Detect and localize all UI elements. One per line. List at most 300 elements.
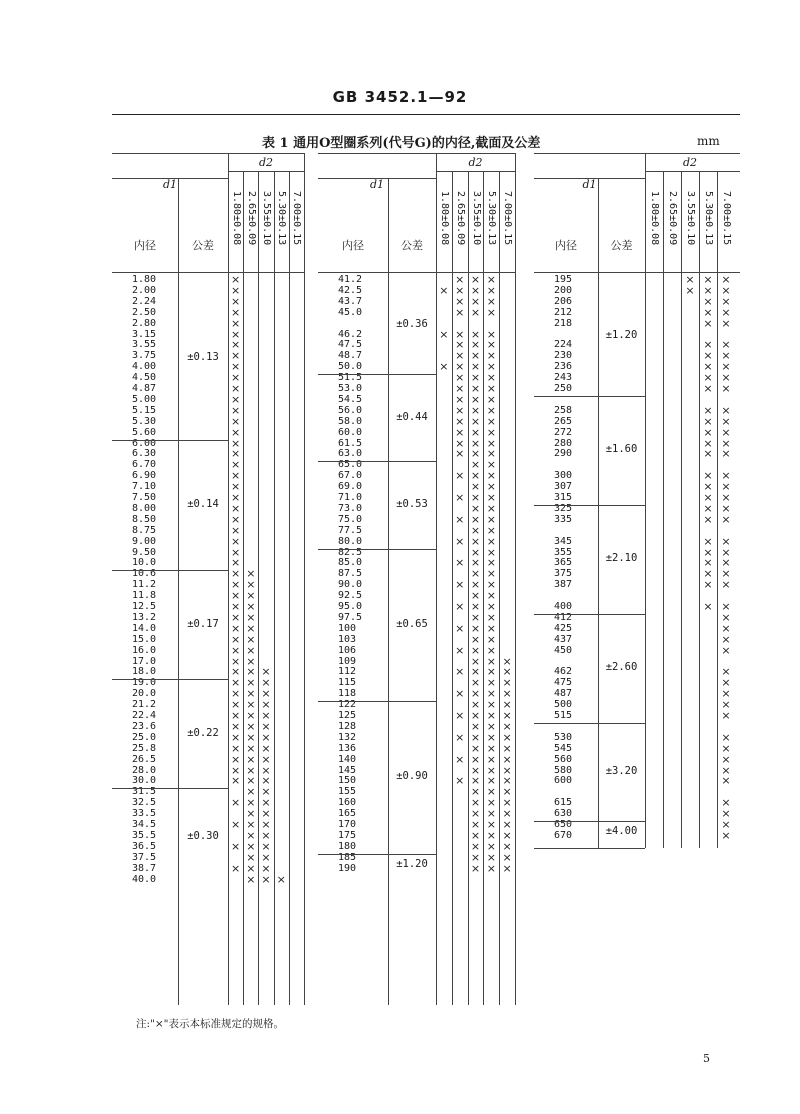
inner-diameter-value: 32.5 <box>132 797 157 809</box>
size-available-mark: × <box>246 567 256 581</box>
inner-diameter-value: 65.0 <box>338 459 363 471</box>
size-available-mark: × <box>230 534 241 548</box>
table-border-line <box>388 178 389 1005</box>
section-size-label: 1.80±0.08 <box>649 191 660 246</box>
size-available-mark: × <box>721 687 731 701</box>
size-available-mark: × <box>439 327 449 341</box>
size-available-mark: × <box>721 480 731 494</box>
tolerance-value: ±2.60 <box>605 661 638 674</box>
size-available-mark: × <box>246 807 256 821</box>
size-available-mark: × <box>261 861 271 875</box>
size-available-mark: × <box>703 578 713 592</box>
inner-diameter-value: 1.80 <box>132 274 157 285</box>
size-available-mark: × <box>486 839 496 853</box>
inner-diameter-value: 475 <box>554 677 573 689</box>
table-grid-line <box>289 171 290 1005</box>
size-available-mark: × <box>470 512 481 526</box>
inner-diameter-value: 2.50 <box>132 306 157 318</box>
size-available-mark: × <box>230 556 241 570</box>
section-header <box>684 191 696 265</box>
size-available-mark: × <box>261 741 271 755</box>
inner-diameter-value: 2.24 <box>132 295 157 307</box>
size-available-mark: × <box>703 338 713 352</box>
size-available-mark: × <box>230 480 241 494</box>
tolerance-header: 公差 <box>610 239 633 252</box>
size-available-mark: × <box>486 589 496 603</box>
inner-diameter-value: 35.5 <box>132 829 157 841</box>
inner-diameter-value: 3.55 <box>132 339 157 351</box>
table-grid-line <box>645 171 740 172</box>
inner-diameter-value: 13.2 <box>132 611 157 623</box>
section-size-label: 2.65±0.09 <box>245 191 257 246</box>
size-available-mark: × <box>502 698 512 712</box>
size-available-mark: × <box>230 425 241 439</box>
size-available-mark: × <box>502 785 512 799</box>
size-available-mark: × <box>470 338 481 352</box>
size-available-mark: × <box>470 632 481 646</box>
size-available-mark: × <box>486 719 496 733</box>
size-available-mark: × <box>455 578 465 592</box>
size-available-mark: × <box>470 643 481 657</box>
inner-diameter-value: 5.30 <box>132 415 157 427</box>
size-available-mark: × <box>470 665 481 679</box>
tolerance-value: ±0.22 <box>187 726 219 739</box>
size-available-mark: × <box>230 491 241 504</box>
size-available-mark: × <box>486 796 496 810</box>
size-available-mark: × <box>230 752 241 766</box>
group-divider <box>318 374 436 375</box>
size-available-mark: × <box>486 774 496 788</box>
size-available-mark: × <box>246 752 256 766</box>
inner-diameter-value: 106 <box>338 644 357 656</box>
inner-diameter-value: 128 <box>338 720 357 732</box>
size-available-mark: × <box>246 632 256 646</box>
size-available-mark: × <box>261 752 271 766</box>
size-available-mark: × <box>502 796 512 810</box>
inner-diameter-value: 4.87 <box>132 383 157 394</box>
inner-diameter-value: 36.5 <box>132 840 157 852</box>
inner-diameter-value: 26.5 <box>132 753 157 765</box>
group-divider <box>534 505 645 506</box>
size-available-mark: × <box>721 382 731 395</box>
size-available-mark: × <box>246 719 256 733</box>
inner-diameter-value: 9.50 <box>132 546 157 558</box>
size-available-mark: × <box>455 360 465 374</box>
inner-diameter-value: 10.0 <box>132 557 157 569</box>
size-available-mark: × <box>455 643 465 657</box>
size-available-mark: × <box>703 491 713 504</box>
size-available-mark: × <box>455 305 465 319</box>
size-available-mark: × <box>502 687 512 701</box>
size-available-mark: × <box>685 283 695 297</box>
size-available-mark: × <box>703 273 713 286</box>
inner-diameter-value: 48.7 <box>338 350 363 362</box>
size-available-mark: × <box>455 425 465 439</box>
inner-diameter-value: 545 <box>554 742 573 754</box>
inner-diameter-value: 335 <box>554 513 573 525</box>
size-available-mark: × <box>261 850 271 864</box>
size-available-mark: × <box>470 567 481 581</box>
inner-diameter-value: 412 <box>554 611 573 623</box>
section-size-label: 5.30±0.13 <box>486 191 498 246</box>
tolerance-value: ±0.90 <box>396 770 428 783</box>
size-available-mark: × <box>470 589 481 603</box>
inner-diameter-value: 175 <box>338 829 357 841</box>
size-available-mark: × <box>703 360 713 374</box>
size-available-mark: × <box>246 665 256 679</box>
inner-diameter-header: 内径 <box>555 239 577 252</box>
tolerance-value: ±3.20 <box>605 764 638 777</box>
inner-diameter-value: 206 <box>554 295 573 307</box>
size-available-mark: × <box>703 371 713 385</box>
inner-diameter-value: 300 <box>554 470 573 482</box>
inner-diameter-value: 7.10 <box>132 481 157 493</box>
size-available-mark: × <box>455 774 465 788</box>
size-available-mark: × <box>703 469 713 483</box>
size-available-mark: × <box>486 861 496 875</box>
section-header <box>230 191 242 265</box>
size-available-mark: × <box>721 796 731 810</box>
size-available-mark: × <box>230 382 241 395</box>
size-available-mark: × <box>261 818 271 831</box>
inner-diameter-value: 63.0 <box>338 448 363 460</box>
size-available-mark: × <box>486 752 496 766</box>
size-available-mark: × <box>470 578 481 592</box>
size-available-mark: × <box>455 327 465 341</box>
size-available-mark: × <box>486 632 496 646</box>
size-available-mark: × <box>470 469 481 483</box>
size-available-mark: × <box>721 818 731 831</box>
size-available-mark: × <box>261 676 271 690</box>
size-available-mark: × <box>470 523 481 537</box>
inner-diameter-value: 3.75 <box>132 350 157 362</box>
size-available-mark: × <box>230 414 241 428</box>
size-available-mark: × <box>721 741 731 755</box>
inner-diameter-value: 2.00 <box>132 284 157 296</box>
size-available-mark: × <box>486 610 496 624</box>
size-available-mark: × <box>246 698 256 712</box>
section-size-label: 1.80±0.08 <box>438 191 450 246</box>
inner-diameter-value: 69.0 <box>338 481 363 493</box>
size-available-mark: × <box>455 338 465 352</box>
inner-diameter-value: 307 <box>554 481 573 493</box>
size-available-mark: × <box>470 687 481 701</box>
size-available-mark: × <box>470 839 481 853</box>
inner-diameter-value: 425 <box>554 622 573 634</box>
table-border-line <box>178 178 179 1005</box>
size-available-mark: × <box>470 763 481 777</box>
group-divider <box>318 461 436 462</box>
size-available-mark: × <box>703 305 713 319</box>
size-available-mark: × <box>703 283 713 297</box>
size-available-mark: × <box>502 828 512 842</box>
inner-diameter-value: 387 <box>554 579 573 591</box>
inner-diameter-value: 53.0 <box>338 383 363 394</box>
inner-diameter-value: 258 <box>554 404 573 416</box>
inner-diameter-value: 23.6 <box>132 720 157 732</box>
size-available-mark: × <box>230 283 241 297</box>
size-available-mark: × <box>230 654 241 668</box>
inner-diameter-value: 17.0 <box>132 655 157 667</box>
inner-diameter-value: 75.0 <box>338 513 363 525</box>
tolerance-value: ±4.00 <box>605 824 638 837</box>
size-available-mark: × <box>230 698 241 712</box>
size-available-mark: × <box>261 807 271 821</box>
size-available-mark: × <box>246 785 256 799</box>
size-available-mark: × <box>455 382 465 395</box>
tolerance-value: ±0.65 <box>396 617 428 630</box>
table-border-line <box>304 153 305 1005</box>
size-available-mark: × <box>721 730 731 744</box>
size-available-mark: × <box>721 425 731 439</box>
size-available-mark: × <box>230 861 241 875</box>
size-available-mark: × <box>721 665 731 679</box>
inner-diameter-value: 4.50 <box>132 372 157 384</box>
inner-diameter-value: 150 <box>338 775 357 787</box>
size-available-mark: × <box>502 654 512 668</box>
table-grid-line <box>452 171 453 1005</box>
size-available-mark: × <box>703 403 713 417</box>
size-available-mark: × <box>486 403 496 417</box>
size-available-mark: × <box>455 447 465 461</box>
size-available-mark: × <box>486 818 496 831</box>
inner-diameter-value: 51.5 <box>338 372 363 384</box>
inner-diameter-value: 140 <box>338 753 357 765</box>
size-available-mark: × <box>470 447 481 461</box>
size-available-mark: × <box>230 501 241 515</box>
size-available-mark: × <box>261 719 271 733</box>
table-border-line <box>436 153 437 1005</box>
size-available-mark: × <box>230 719 241 733</box>
size-available-mark: × <box>703 567 713 581</box>
size-available-mark: × <box>721 556 731 570</box>
inner-diameter-value: 45.0 <box>338 306 363 318</box>
inner-diameter-value: 462 <box>554 666 573 678</box>
size-available-mark: × <box>502 752 512 766</box>
size-available-mark: × <box>486 338 496 352</box>
size-available-mark: × <box>703 294 713 308</box>
size-available-mark: × <box>230 545 241 559</box>
size-available-mark: × <box>230 796 241 810</box>
size-available-mark: × <box>230 436 241 450</box>
size-available-mark: × <box>486 447 496 461</box>
inner-diameter-value: 7.50 <box>132 492 157 503</box>
inner-diameter-value: 200 <box>554 284 573 296</box>
size-available-mark: × <box>486 850 496 864</box>
size-available-mark: × <box>261 730 271 744</box>
size-available-mark: × <box>230 305 241 319</box>
size-available-mark: × <box>455 436 465 450</box>
tolerance-value: ±0.53 <box>396 497 428 510</box>
size-available-mark: × <box>455 491 465 504</box>
table-note: 注:"×"表示本标准规定的规格。 <box>136 1018 284 1030</box>
size-available-mark: × <box>486 578 496 592</box>
size-available-mark: × <box>230 632 241 646</box>
inner-diameter-value: 22.4 <box>132 710 157 721</box>
table-caption: 表 1 通用O型圈系列(代号G)的内径,截面及公差 <box>262 136 541 151</box>
size-available-mark: × <box>261 872 271 886</box>
size-available-mark: × <box>502 807 512 821</box>
size-available-mark: × <box>703 447 713 461</box>
size-available-mark: × <box>470 600 481 613</box>
size-available-mark: × <box>470 545 481 559</box>
section-header <box>501 191 513 265</box>
size-available-mark: × <box>261 687 271 701</box>
size-available-mark: × <box>246 589 256 603</box>
size-available-mark: × <box>261 785 271 799</box>
size-available-mark: × <box>486 512 496 526</box>
size-available-mark: × <box>261 763 271 777</box>
size-available-mark: × <box>721 436 731 450</box>
inner-diameter-value: 560 <box>554 753 573 765</box>
size-available-mark: × <box>230 512 241 526</box>
size-available-mark: × <box>470 828 481 842</box>
section-size-label: 2.65±0.09 <box>454 191 466 246</box>
d2-header: d2 <box>682 156 698 169</box>
group-divider <box>112 570 228 571</box>
inner-diameter-value: 580 <box>554 764 573 776</box>
inner-diameter-value: 3.15 <box>132 328 157 340</box>
size-available-mark: × <box>486 305 496 319</box>
size-available-mark: × <box>246 763 256 777</box>
inner-diameter-value: 71.0 <box>338 492 363 503</box>
inner-diameter-value: 56.0 <box>338 404 363 416</box>
size-available-mark: × <box>486 665 496 679</box>
inner-diameter-value: 115 <box>338 677 357 689</box>
size-available-mark: × <box>470 807 481 821</box>
document-header: GB 3452.1—92 <box>332 88 468 106</box>
group-divider <box>534 723 645 724</box>
inner-diameter-value: 11.8 <box>132 590 157 602</box>
size-available-mark: × <box>230 360 241 374</box>
size-available-mark: × <box>721 698 731 712</box>
size-available-mark: × <box>486 491 496 504</box>
inner-diameter-value: 530 <box>554 731 573 743</box>
size-available-mark: × <box>455 469 465 483</box>
group-divider <box>112 440 228 441</box>
group-divider <box>112 788 228 789</box>
group-divider <box>534 614 645 615</box>
tolerance-value: ±0.30 <box>187 830 219 843</box>
section-header <box>666 191 678 265</box>
size-available-mark: × <box>721 534 731 548</box>
size-available-mark: × <box>502 741 512 755</box>
section-size-label: 5.30±0.13 <box>703 191 714 246</box>
size-available-mark: × <box>230 338 241 352</box>
size-available-mark: × <box>486 436 496 450</box>
size-available-mark: × <box>486 828 496 842</box>
size-available-mark: × <box>470 698 481 712</box>
inner-diameter-value: 58.0 <box>338 415 363 427</box>
size-available-mark: × <box>470 371 481 385</box>
size-available-mark: × <box>246 741 256 755</box>
inner-diameter-value: 20.0 <box>132 688 157 700</box>
size-available-mark: × <box>721 709 731 722</box>
size-available-mark: × <box>230 316 241 330</box>
size-available-mark: × <box>486 687 496 701</box>
table-grid-line <box>483 171 484 1005</box>
size-available-mark: × <box>703 436 713 450</box>
size-available-mark: × <box>470 480 481 494</box>
size-available-mark: × <box>721 763 731 777</box>
size-available-mark: × <box>261 665 271 679</box>
section-size-label: 3.55±0.10 <box>685 191 696 246</box>
inner-diameter-value: 92.5 <box>338 590 363 602</box>
size-available-mark: × <box>455 403 465 417</box>
size-available-mark: × <box>230 458 241 472</box>
size-available-mark: × <box>230 349 241 363</box>
inner-diameter-value: 38.7 <box>132 862 157 874</box>
size-available-mark: × <box>486 600 496 613</box>
size-available-mark: × <box>486 480 496 494</box>
tolerance-value: ±0.13 <box>187 350 219 363</box>
size-available-mark: × <box>246 828 256 842</box>
inner-diameter-value: 6.90 <box>132 470 157 482</box>
inner-diameter-value: 190 <box>338 862 357 874</box>
size-available-mark: × <box>470 425 481 439</box>
inner-diameter-value: 61.5 <box>338 437 363 449</box>
size-available-mark: × <box>486 698 496 712</box>
size-available-mark: × <box>246 578 256 592</box>
unit-label: mm <box>697 134 720 148</box>
size-available-mark: × <box>721 578 731 592</box>
tolerance-value: ±0.14 <box>187 497 219 510</box>
section-header <box>275 191 287 265</box>
size-available-mark: × <box>439 283 449 297</box>
section-header <box>245 191 257 265</box>
size-available-mark: × <box>502 839 512 853</box>
inner-diameter-value: 315 <box>554 492 573 503</box>
size-available-mark: × <box>470 458 481 472</box>
size-available-mark: × <box>703 480 713 494</box>
size-available-mark: × <box>685 273 695 286</box>
size-available-mark: × <box>703 545 713 559</box>
inner-diameter-value: 16.0 <box>132 644 157 656</box>
inner-diameter-value: 21.2 <box>132 699 157 711</box>
size-available-mark: × <box>455 392 465 406</box>
size-available-mark: × <box>470 850 481 864</box>
tolerance-value: ±0.17 <box>187 617 219 630</box>
inner-diameter-value: 109 <box>338 655 357 667</box>
tolerance-header: 公差 <box>192 239 214 252</box>
inner-diameter-value: 18.0 <box>132 666 157 678</box>
size-available-mark: × <box>721 338 731 352</box>
inner-diameter-value: 272 <box>554 426 573 438</box>
inner-diameter-value: 54.5 <box>338 393 363 405</box>
inner-diameter-value: 6.00 <box>132 437 157 449</box>
size-available-mark: × <box>721 305 731 319</box>
inner-diameter-value: 243 <box>554 372 573 384</box>
inner-diameter-value: 112 <box>338 666 357 678</box>
size-available-mark: × <box>230 600 241 613</box>
size-available-mark: × <box>230 567 241 581</box>
size-available-mark: × <box>721 807 731 821</box>
size-available-mark: × <box>246 730 256 744</box>
size-available-mark: × <box>246 621 256 635</box>
size-available-mark: × <box>276 872 286 886</box>
size-available-mark: × <box>246 600 256 613</box>
size-available-mark: × <box>246 872 256 886</box>
inner-diameter-value: 73.0 <box>338 502 363 514</box>
size-available-mark: × <box>246 861 256 875</box>
size-available-mark: × <box>703 556 713 570</box>
size-available-mark: × <box>486 294 496 308</box>
size-available-mark: × <box>502 818 512 831</box>
section-size-label: 7.00±0.15 <box>291 191 303 246</box>
size-available-mark: × <box>486 534 496 548</box>
inner-diameter-value: 160 <box>338 797 357 809</box>
size-available-mark: × <box>486 349 496 363</box>
